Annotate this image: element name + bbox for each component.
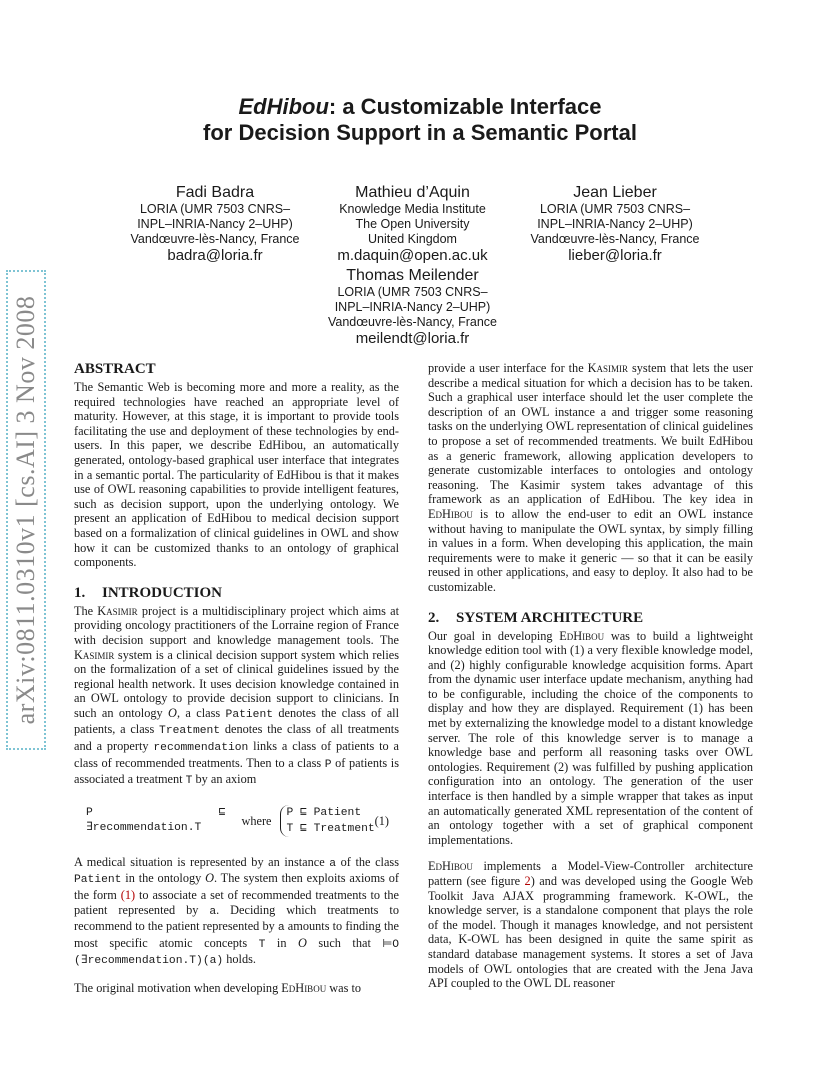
- title-rest: : a Customizable Interface: [328, 94, 602, 119]
- author-name: Mathieu d’Aquin: [355, 184, 470, 201]
- text-run: ) and was developed using the Google Web Toolkit Java AJAX programming framework. K-OWL, the knowledge server, is a standalone component that plays the role of the model. Though it manages knowledge, and not persistent data, K-OWL has been designed in quite the same spirit as standard database management systems. It stores a set of Java models of OWL ontologies that are created with the Jena Java API coupled to the OWL DL reasoner: [428, 874, 753, 991]
- text-run: was to: [326, 981, 362, 995]
- text-run: of patients is associated a treatment: [74, 755, 400, 787]
- equation-lhs: P ⊑ ∃recommendation.T: [86, 807, 226, 834]
- intro-heading: [74, 584, 399, 602]
- equation-case: P ⊑ Patient: [286, 806, 362, 819]
- arxiv-id: arXiv:0811.0310v1 [cs.AI] 3 Nov 2008: [11, 295, 40, 725]
- text-run: holds.: [223, 952, 256, 967]
- author-email: meilendt@loria.fr: [355, 330, 470, 347]
- title-system-name: EdHibou: [238, 94, 329, 119]
- text-run: . The system then exploits axioms of the form: [74, 871, 399, 903]
- text-run: by an axiom: [192, 772, 257, 787]
- code-term: Patient: [74, 874, 122, 887]
- equation-number: (1): [374, 813, 389, 828]
- equation-ref-link[interactable]: (1): [120, 888, 136, 903]
- edhibou-name: EdHibou: [559, 628, 605, 643]
- intro-paragraph-3: [74, 981, 399, 996]
- text-run: The: [74, 603, 98, 618]
- text-run: The original motivation when developing: [74, 981, 282, 995]
- right-paragraph-1: [428, 361, 753, 595]
- author-affiliation: INPL–INRIA-Nancy 2–UHP): [334, 300, 491, 314]
- author-name: Jean Lieber: [573, 184, 657, 201]
- text-run: project is a multidisciplinary project which aims at providing oncology practitioners of the Lorraine region of France with decision support and knowledge management tools. The: [74, 603, 399, 647]
- author-email: lieber@loria.fr: [568, 247, 662, 264]
- author-affiliation: Vandœuvre-lès-Nancy, France: [530, 232, 700, 246]
- author-email: m.daquin@open.ac.uk: [337, 247, 488, 264]
- author-affiliation: LORIA (UMR 7503 CNRS–: [539, 202, 691, 216]
- abstract-heading: ABSTRACT: [74, 361, 156, 377]
- kasimir-name: Kasimir: [97, 603, 138, 618]
- equation-cases: [280, 805, 375, 837]
- text-run: implements a Model-View-Controller architecture pattern (see figure: [428, 859, 753, 888]
- text-run: denotes the class of all treatments and a property: [74, 722, 400, 754]
- entailment-formula: ⊨O (∃recommendation.T)(a): [74, 938, 399, 968]
- section-title: INTRODUCTION: [102, 584, 223, 601]
- code-term: T: [258, 938, 266, 951]
- text-run: was to build a lightweight knowledge edition tool with (1) a very flexible knowledge model, and (2) highly configurable knowledge acquisition forms. Apart from the dynamic user interface update mechanism, anything had to be configurable, including the choice of the components to display and how they are displayed. Requirement (1) has been met by externalizing the knowledge model to a distant knowledge server. The role of this knowledge server is to manage a knowledge base and perform all reasoning tasks over OWL ontologies. Requirement (2) was fulfilled by pushing application configuration into an ontology. The generation of the user interface is then handled by a simple wrapper that takes as input an automatically generated XML representation of the content of an ontology together with a set of graphical component implementations.: [428, 628, 754, 847]
- text-run: amounts to finding the most specific atomic concepts: [74, 919, 399, 950]
- architecture-paragraph-1: [428, 629, 753, 848]
- ontology-symbol: O: [205, 871, 214, 886]
- author-block-4: [300, 266, 525, 348]
- author-affiliation: LORIA (UMR 7503 CNRS–: [337, 285, 488, 299]
- equation-1: [74, 805, 399, 837]
- text-run: Our goal in developing: [428, 628, 560, 643]
- text-run: provide a user interface for the: [428, 361, 588, 375]
- kasimir-name: Kasimir: [74, 647, 115, 662]
- architecture-paragraph-2: [428, 859, 753, 990]
- section-title: SYSTEM ARCHITECTURE: [456, 609, 644, 626]
- text-run: is to allow the end-user to edit an OWL instance without having to manipulate the OWL syntax, by simply filling in values in a form. When developing this application, the main requirements were to make it generic — so that it can be easily reused in other applications, and easy to deploy. It also had to be customizable.: [428, 506, 753, 594]
- intro-paragraph-1: [74, 604, 399, 789]
- edhibou-name: EdHibou: [428, 859, 473, 874]
- code-term: Patient: [225, 708, 274, 721]
- author-affiliation: Vandœuvre-lès-Nancy, France: [327, 315, 498, 329]
- text-run: denotes the class of all patients, a class: [74, 705, 399, 737]
- code-term: a: [329, 857, 337, 870]
- equation-body: [74, 805, 375, 837]
- text-run: in: [265, 935, 298, 950]
- arxiv-stamp: [6, 270, 46, 750]
- intro-paragraph-2: [74, 855, 399, 969]
- author-affiliation: The Open University: [355, 217, 470, 231]
- code-term: P: [324, 758, 332, 771]
- code-term: T: [185, 775, 193, 788]
- author-affiliation: INPL–INRIA-Nancy 2–UHP): [137, 217, 293, 231]
- code-term: recommendation: [153, 742, 249, 755]
- text-run: system is a clinical decision support system which relies on the formalization of a set of clinical guidelines issued by the regional health network. It uses decision knowledge contained in an OWL ontology to provide decision support to clinicians. In such an ontology: [74, 647, 399, 720]
- author-affiliation: LORIA (UMR 7503 CNRS–: [139, 202, 291, 216]
- author-affiliation: United Kingdom: [368, 232, 457, 246]
- equation-case: T ⊑ Treatment: [286, 822, 375, 835]
- text-run: to associate a set of recommended treatments to the patient represented by: [74, 888, 400, 917]
- text-run: A medical situation is represented by an instance: [74, 854, 330, 869]
- text-run: in the ontology: [121, 871, 206, 886]
- edhibou-name: EdHibou: [281, 981, 327, 995]
- author-name: Thomas Meilender: [346, 267, 479, 284]
- architecture-heading: [428, 609, 753, 627]
- text-run: links a class of patients to a class of recommended treatments. Then to a class: [74, 739, 400, 770]
- author-block-1: [105, 183, 325, 265]
- abstract-text: The Semantic Web is becoming more and more a reality, as the required technologies have reached an appropriate level of maturity. However, at this stage, it is important to provide tools facilitating the use and deployment of these technologies by end-users. In this paper, we describe EdHibou, an automatically generated, ontology-based graphical user interface that integrates in a semantic portal. The particularity of EdHibou is that it makes use of OWL reasoning capabilities to provide intelligent features, such as decision support, upon the underlying ontology. We present an application of EdHibou to medical decision support based on a formalization of clinical guidelines in OWL and show how it can be customized thanks to an ontology of graphical components.: [74, 380, 399, 570]
- text-run: such that: [306, 935, 383, 950]
- right-column: [428, 361, 753, 1003]
- title-line-1: [90, 94, 750, 120]
- title-line-2: for Decision Support in a Semantic Portal: [203, 120, 637, 145]
- code-term: a: [209, 905, 217, 918]
- section-number: 1.: [74, 584, 86, 601]
- author-name: Fadi Badra: [175, 184, 255, 201]
- equation-where: where: [241, 813, 272, 828]
- text-run: system that lets the user describe a medical situation for which a decision has to be taken. Such a graphical user interface should let the user complete the description of an OWL instance a and trigger some reasoning tasks on the underlying OWL representation of clinical guidelines to propose a set of recommended treatments. We built EdHibou as a generic framework, allowing application developers to generate customizable interfaces to ontologies and ontology reasoning. The Kasimir system takes advantage of this framework as an application of EdHibou. The key idea in: [428, 361, 753, 507]
- code-term: Treatment: [159, 725, 221, 738]
- author-affiliation: Knowledge Media Institute: [339, 202, 486, 216]
- edhibou-name: EdHibou: [428, 506, 473, 521]
- author-block-2: [315, 183, 510, 265]
- section-number: 2.: [428, 609, 440, 626]
- author-email: badra@loria.fr: [167, 247, 263, 264]
- figure-ref-link[interactable]: 2: [524, 874, 531, 888]
- ontology-symbol: O: [298, 935, 307, 950]
- text-run: of the class: [336, 854, 399, 869]
- ontology-symbol: O: [168, 705, 177, 720]
- text-run: . Deciding which treatments to recommend to the patient represented by: [74, 902, 399, 934]
- author-block-3: [500, 183, 730, 265]
- text-run: , a class: [176, 705, 226, 720]
- code-term: a: [277, 922, 285, 935]
- paper-title: [90, 94, 750, 146]
- author-affiliation: INPL–INRIA-Nancy 2–UHP): [537, 217, 693, 231]
- author-affiliation: Vandœuvre-lès-Nancy, France: [130, 232, 300, 246]
- left-column: [74, 360, 399, 1008]
- kasimir-name: Kasimir: [587, 361, 629, 375]
